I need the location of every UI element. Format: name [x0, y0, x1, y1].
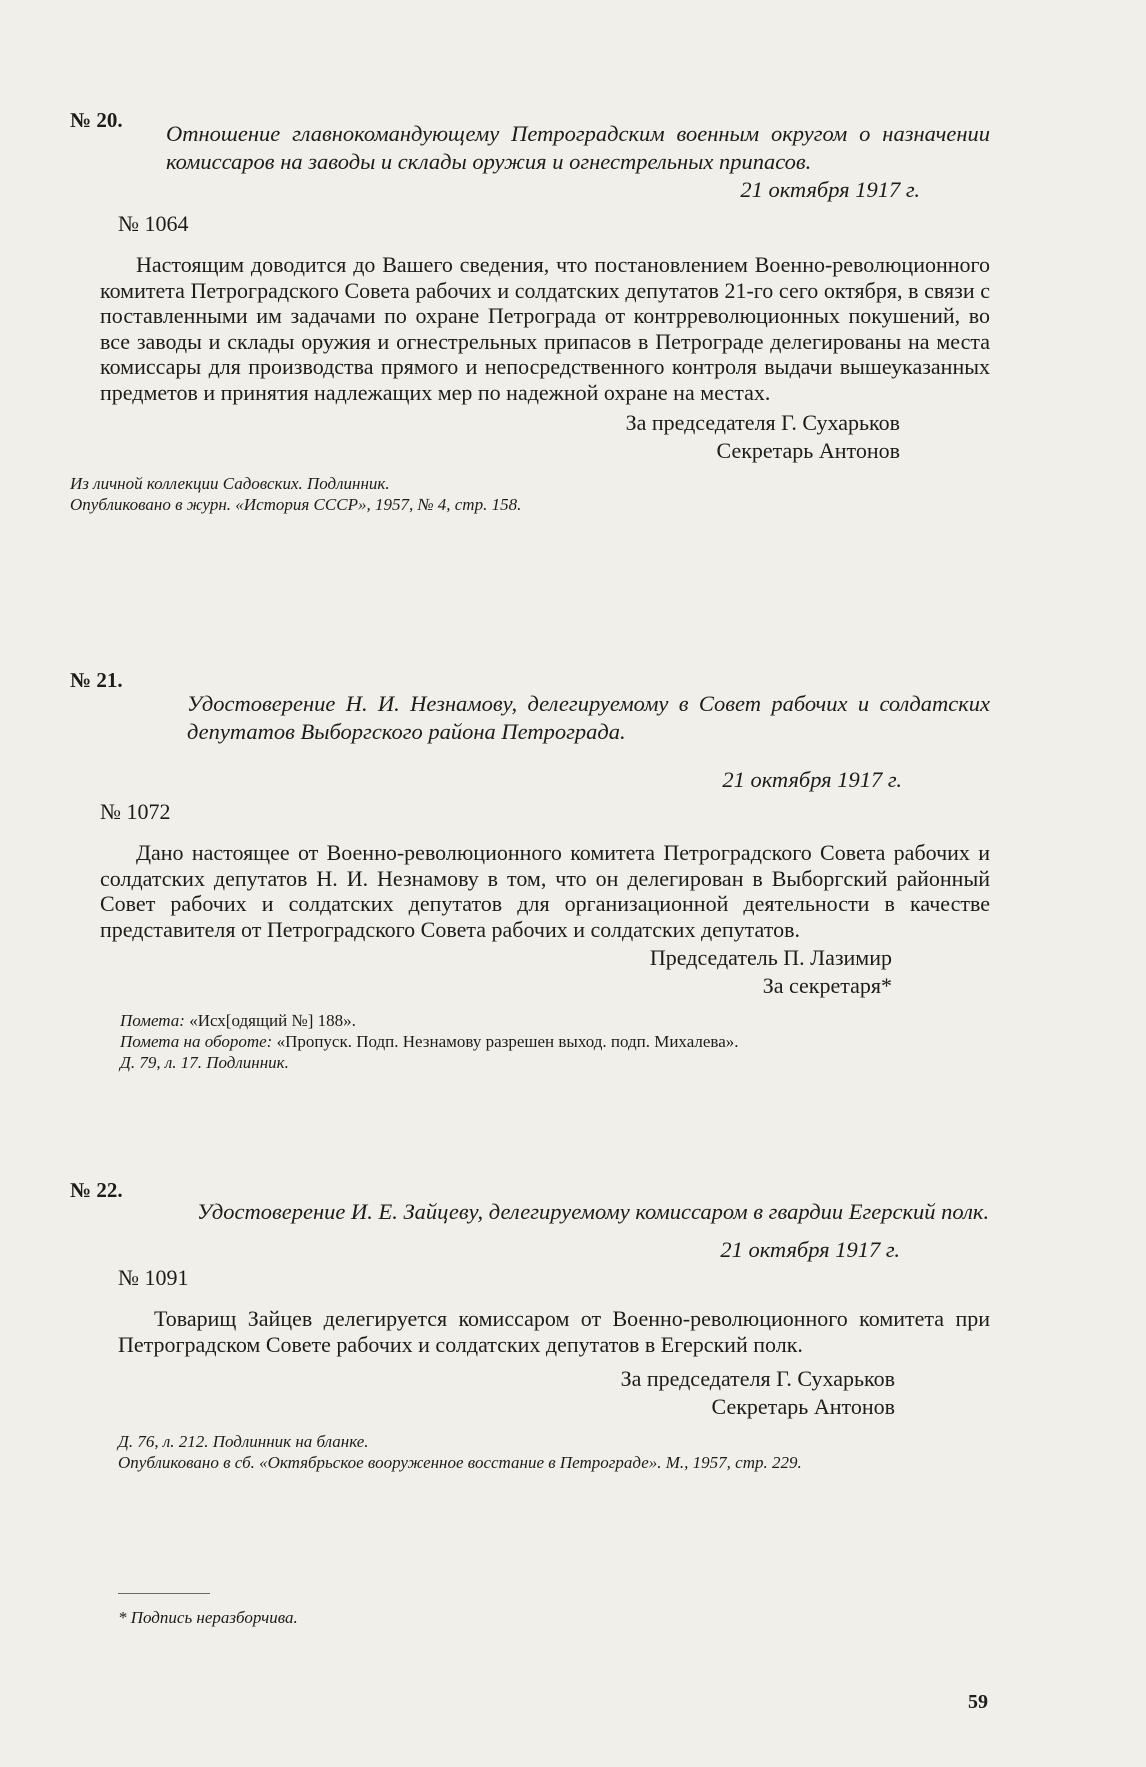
document-body	[100, 840, 990, 942]
note-line	[120, 1031, 990, 1052]
document-title: Удостоверение И. Е. Зайцеву, делегируемому комиссаром в гвардии Егерский полк.	[197, 1199, 990, 1224]
page-number: 59	[968, 1691, 988, 1713]
note-line: Опубликовано в сб. «Октябрьское вооруженное восстание в Петрограде». М., 1957, стр. 229.	[118, 1453, 802, 1472]
signature-block	[70, 409, 900, 465]
source-notes	[120, 1010, 990, 1073]
document-number: № 20.	[70, 108, 123, 132]
note-line: Д. 79, л. 17. Подлинник.	[120, 1053, 289, 1072]
body-paragraph: Товарищ Зайцев делегируется комиссаром от Военно-революционного комитета при Петроградском Совете рабочих и солдатских депутатов в Егерский полк.	[118, 1306, 990, 1357]
footnote: * Подпись неразборчива.	[118, 1608, 298, 1627]
outgoing-number: № 1091	[118, 1265, 189, 1290]
signature-line: За председателя Г. Сухарьков	[620, 1366, 895, 1391]
footnote-divider	[118, 1593, 210, 1594]
document-title: Отношение главнокомандующему Петроградским военным округом о назначении комиссаров на заводы и склады оружия и огнестрельных припасов.	[166, 121, 990, 174]
document-body	[118, 1306, 990, 1357]
signature-line: Секретарь Антонов	[711, 1394, 895, 1419]
document-date: 21 октября 1917 г.	[740, 177, 920, 202]
document-date: 21 октября 1917 г.	[722, 767, 902, 792]
note-line	[120, 1010, 990, 1031]
document-number: № 22.	[70, 1178, 123, 1202]
signature-line: За председателя Г. Сухарьков	[625, 410, 900, 435]
outgoing-number: № 1072	[100, 799, 171, 824]
note-line: Опубликовано в журн. «История СССР», 1957, № 4, стр. 158.	[70, 495, 522, 514]
note-text: «Исх[одящий №] 188».	[189, 1011, 356, 1030]
signature-block	[70, 944, 892, 1000]
outgoing-number: № 1064	[118, 211, 189, 236]
note-label: Помета на обороте:	[120, 1032, 273, 1051]
document-21	[70, 668, 990, 1073]
signature-block	[70, 1365, 895, 1421]
document-22	[70, 1178, 990, 1473]
document-number: № 21.	[70, 668, 123, 692]
document-date: 21 октября 1917 г.	[720, 1237, 900, 1262]
note-line: Д. 76, л. 212. Подлинник на бланке.	[118, 1432, 369, 1451]
document-title: Удостоверение Н. И. Незнамову, делегируемому в Совет рабочих и солдатских депутатов Выборгского района Петрограда.	[187, 691, 990, 744]
body-paragraph: Дано настоящее от Военно-революционного комитета Петроградского Совета рабочих и солдатских депутатов Н. И. Незнамову в том, что он делегирован в Выборгский районный Совет рабочих и солдатских депутатов для организационной деятельности в качестве представителя от Петроградского Совета рабочих и солдатских депутатов.	[100, 840, 990, 942]
note-text: «Пропуск. Подп. Незнамову разрешен выход. подп. Михалева».	[276, 1032, 739, 1051]
signature-line: Секретарь Антонов	[716, 438, 900, 463]
source-notes	[70, 473, 990, 515]
note-line: Из личной коллекции Садовских. Подлинник.	[70, 474, 390, 493]
document-body	[100, 252, 990, 405]
signature-line: Председатель П. Лазимир	[649, 945, 892, 970]
source-notes	[118, 1431, 990, 1473]
body-paragraph: Настоящим доводится до Вашего сведения, что постановлением Военно-революционного комитета Петроградского Совета рабочих и солдатских депутатов 21-го сего октября, в связи с поставленными им задачами по охране Петрограда от контрреволюционных покушений, во все заводы и склады оружия и огнестрельных припасов в Петрограде делегированы на места комиссары для производства прямого и непосредственного контроля выдачи вышеуказанных предметов и принятия надлежащих мер по надежной охране на местах.	[100, 252, 990, 405]
note-label: Помета:	[120, 1011, 185, 1030]
signature-line: За секретаря*	[762, 973, 892, 998]
document-20	[70, 108, 990, 515]
